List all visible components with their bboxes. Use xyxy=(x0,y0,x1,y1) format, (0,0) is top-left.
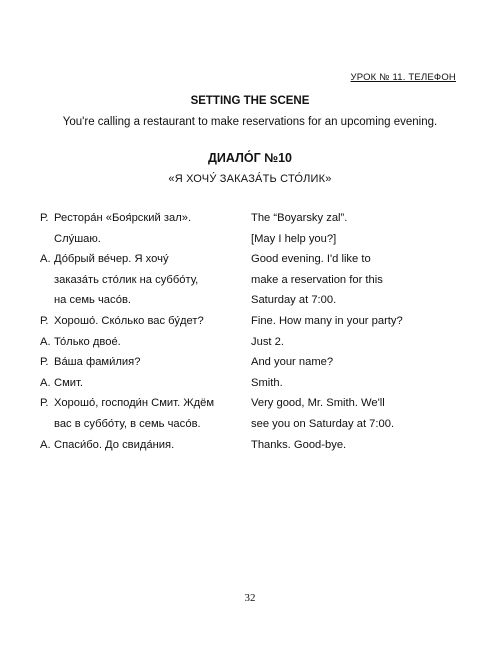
dialogue-row xyxy=(40,249,460,270)
page-number: 32 xyxy=(244,592,256,604)
russian-line: Слу́шаю. xyxy=(54,232,101,245)
dialogue-row xyxy=(40,332,460,353)
speaker: А. xyxy=(40,335,51,348)
english-line: Just 2. xyxy=(251,335,284,348)
dialog-subtitle: «Я ХОЧУ́ ЗАКАЗА́ТЬ СТО́ЛИК» xyxy=(168,173,332,185)
english-line: make a reservation for this xyxy=(251,273,383,286)
speaker xyxy=(40,270,54,291)
russian-line: Рестора́н «Боя́рский зал». xyxy=(54,212,192,224)
russian-line: Смит. xyxy=(54,376,84,389)
speaker: Р. xyxy=(40,212,49,224)
speaker: Р. xyxy=(40,356,49,369)
english-line: Fine. How many in your party? xyxy=(251,314,403,327)
dialogue-row xyxy=(40,373,460,394)
speaker xyxy=(40,290,54,311)
dialogue-row xyxy=(40,393,460,414)
dialogue-row xyxy=(40,270,460,291)
speaker: А. xyxy=(40,253,51,266)
speaker xyxy=(40,229,54,250)
speaker: А. xyxy=(40,376,51,389)
russian-line: Хорошо́. Ско́лько вас бу́дет? xyxy=(54,314,204,327)
russian-line: Ва́ша фами́лия? xyxy=(54,356,141,369)
english-line: And your name? xyxy=(251,356,334,369)
russian-line: на семь часо́в. xyxy=(54,294,131,307)
dialogue-row xyxy=(40,311,460,332)
english-line: [May I help you?] xyxy=(251,232,337,245)
dialogue-row xyxy=(40,229,460,250)
dialogue-row xyxy=(40,290,460,311)
dialogue-row xyxy=(40,208,460,229)
english-line: Very good, Mr. Smith. We'll xyxy=(251,397,385,410)
english-line: Good evening. I'd like to xyxy=(251,253,371,266)
dialog-title: ДИАЛО́Г №10 xyxy=(208,151,292,165)
scene-description: You're calling a restaurant to make reservations for an upcoming evening. xyxy=(62,116,438,128)
russian-line: заказа́ть сто́лик на суббо́ту, xyxy=(54,273,199,286)
scene-title: SETTING THE SCENE xyxy=(190,95,310,107)
speaker: Р. xyxy=(40,314,49,327)
russian-line: вас в суббо́ту, в семь часо́в. xyxy=(54,417,201,430)
english-line: Thanks. Good-bye. xyxy=(251,438,347,451)
speaker: А. xyxy=(40,438,51,451)
russian-line: Хорошо́, господи́н Смит. Ждём xyxy=(54,397,215,410)
english-line: see you on Saturday at 7:00. xyxy=(251,417,395,430)
dialogue-row xyxy=(40,414,460,435)
english-line: The “Boyarsky zal”. xyxy=(251,212,348,224)
dialogue-row xyxy=(40,435,460,456)
russian-line: Спаси́бо. До свида́ния. xyxy=(54,438,175,451)
speaker xyxy=(40,414,54,435)
dialogue-table xyxy=(40,208,460,455)
speaker: Р. xyxy=(40,397,49,410)
english-line: Smith. xyxy=(251,376,283,389)
russian-line: То́лько двое́. xyxy=(54,335,121,348)
russian-line: До́брый ве́чер. Я хочу́ xyxy=(54,253,169,266)
english-line: Saturday at 7:00. xyxy=(251,294,337,307)
dialogue-row xyxy=(40,352,460,373)
lesson-header: УРОК № 11. ТЕЛЕФОН xyxy=(350,72,456,83)
